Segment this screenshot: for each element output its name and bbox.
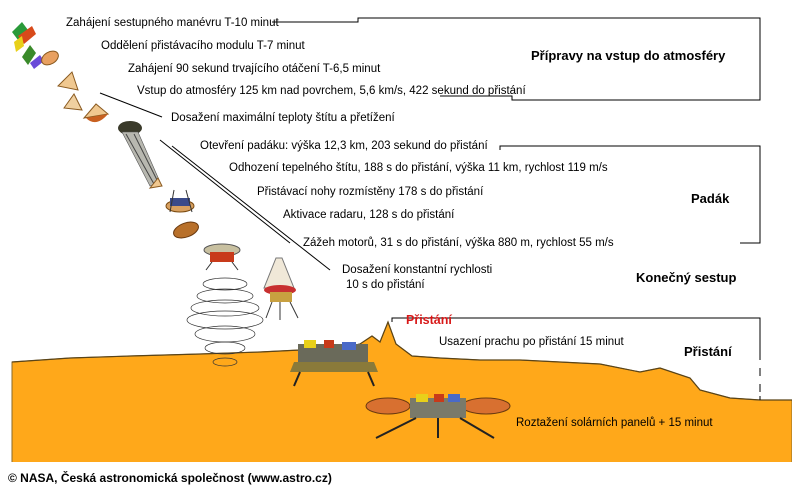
lander-legs-icon [166,190,194,212]
copyright-notice: © NASA, Česká astronomická společnost (www.astro.cz) [8,471,332,485]
landing-title: Přistání [406,313,452,327]
event-peak-heating: Dosažení maximální teploty štítu a přetížení [171,112,395,124]
parachute-icon [118,121,160,186]
radar-lander-icon [204,244,240,270]
event-heat-shield-jettison: Odhození tepelného štítu, 188 s do přistání, výška 11 km, rychlost 119 m/s [229,162,608,174]
event-legs-deploy: Přistávací nohy rozmístěny 178 s do přistání [257,186,484,198]
event-turn-start: Zahájení 90 sekund trvajícího otáčení T-6,5 minut [128,63,381,75]
event-dust-settling: Usazení prachu po přistání 15 minut [439,336,624,348]
aeroshell-icon-3 [64,94,82,110]
phase-descent-label: Konečný sestup [636,270,737,285]
heat-shield-icon [84,104,108,122]
event-lander-separation: Oddělení přistávacího modulu T-7 minut [101,40,305,52]
event-solar-panels: Roztažení solárních panelů + 15 minut [516,417,713,429]
event-radar-activation: Aktivace radaru, 128 s do přistání [283,209,455,221]
event-deorbit-burn: Zahájení sestupného manévru T-10 minut [66,17,279,29]
event-atmospheric-entry: Vstup do atmosféry 125 km nad povrchem, 5,6 km/s, 422 sekund do přistání [137,85,526,97]
separation-icon [22,45,44,69]
cruise-stage-icon [12,22,36,52]
phase-landing-label: Přistání [684,344,732,359]
event-ten-seconds: 10 s do přistání [346,279,425,291]
event-engine-ignition: Zážeh motorů, 31 s do přistání, výška 880 m, rychlost 55 m/s [303,237,614,249]
aeroshell-icon-1 [39,48,61,67]
aeroshell-icon-2 [58,72,78,90]
phase-entry-label: Přípravy na vstup do atmosféry [531,48,726,63]
event-constant-velocity: Dosažení konstantní rychlosti [342,264,493,276]
powered-descent-icon [264,258,298,320]
phase-parachute-label: Padák [691,191,730,206]
dropped-shield-icon [171,219,200,241]
event-parachute-deploy: Otevření padáku: výška 12,3 km, 203 sekund do přistání [200,140,488,152]
